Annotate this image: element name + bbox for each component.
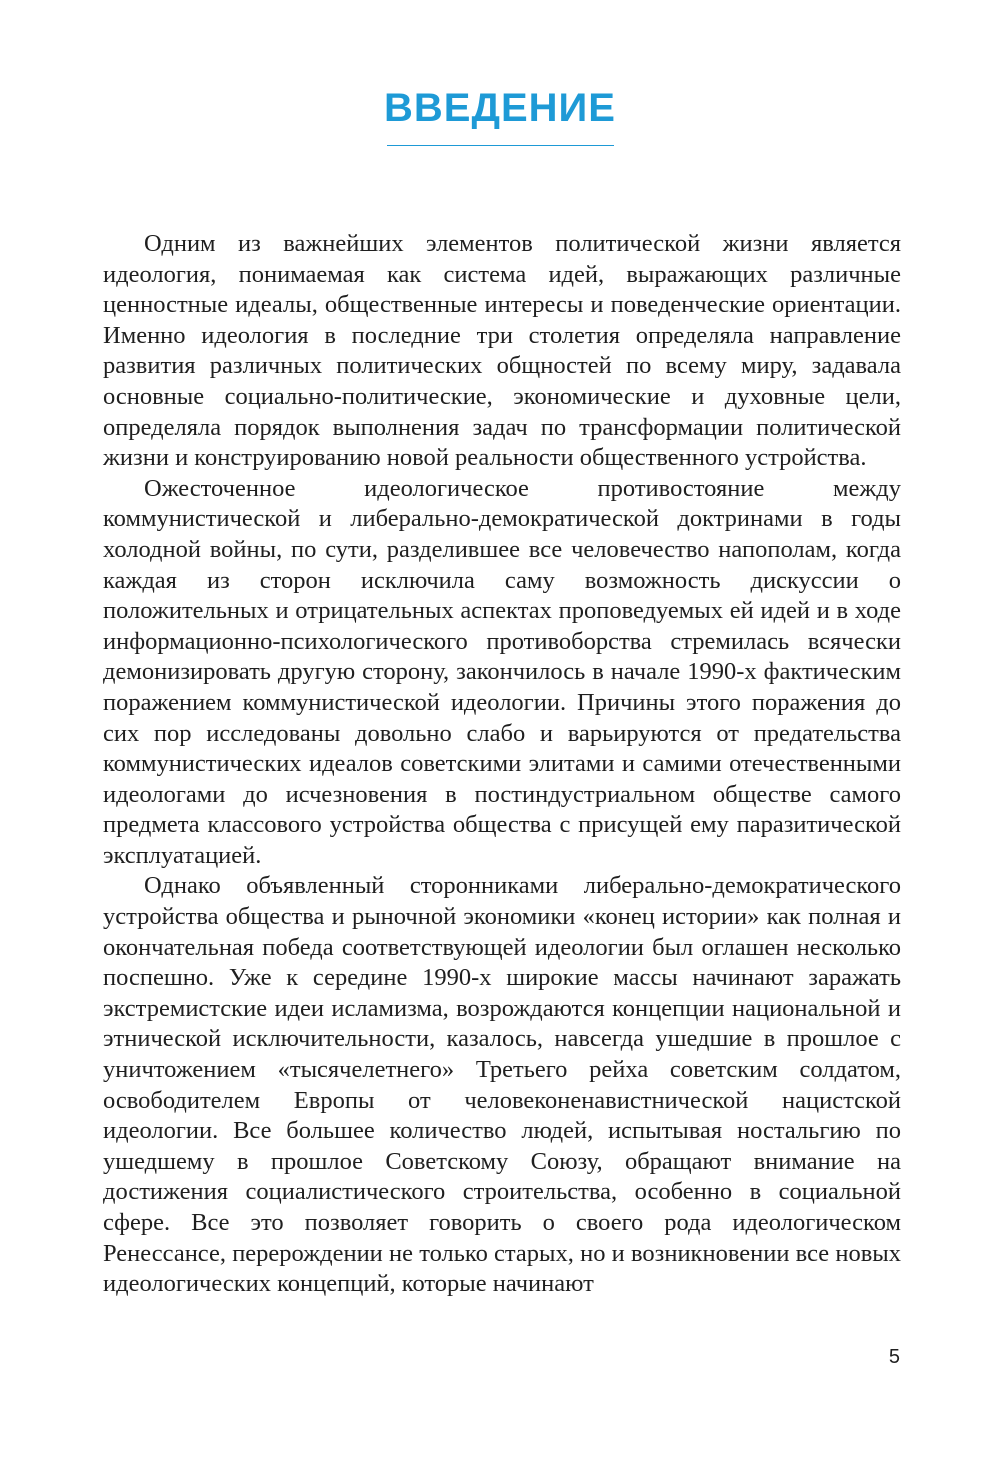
title-underline (387, 145, 614, 146)
body-text (103, 229, 901, 1300)
paragraph: Одним из важнейших элементов политической жизни является идеология, понимаемая как система идей, выражающих различные ценностные идеалы, общественные интересы и поведенческие ориентации. Именно идеология в последние три столетия определяла направление развития различных политических общностей по всему миру, задавала основные социально-политические, экономические и духовные цели, определяла порядок выполнения задач по трансформации политической жизни и конструированию новой реальности общественного устройства. (103, 230, 901, 472)
paragraph: Ожесточенное идеологическое противостояние между коммунистической и либерально-демократической доктринами в годы холодной войны, по сути, разделившее все человечество напополам, когда каждая из сторон исключила саму возможность дискуссии о положительных и отрицательных аспектах проповедуемых ей идей и в ходе информационно-психологического противоборства стремилась всячески демонизировать другую сторону, закончилось в начале 1990-х фактическим поражением коммунистической идеологии. Причины этого поражения до сих пор исследованы довольно слабо и варьируются от предательства коммунистических идеалов советскими элитами и самими отечественными идеологами до исчезновения в постиндустриальном обществе самого предмета классового устройства общества с присущей ему паразитической эксплуатацией. (103, 474, 901, 869)
paragraph: Однако объявленный сторонниками либерально-демократического устройства общества и рыночной экономики «конец истории» как полная и окончательная победа соответствующей идеологии был оглашен несколько поспешно. Уже к середине 1990-х широкие массы начинают заражать экстремистские идеи исламизма, возрождаются концепции национальной и этнической исключительности, казалось, навсегда ушедшие в прошлое с уничтожением «тысячелетнего» Третьего рейха советским солдатом, освободителем Европы от человеконенавистнической нацистской идеологии. Все большее количество людей, испытывая ностальгию по ушедшему в прошлое Советскому Союзу, обращают внимание на достижения социалистического строительства, особенно в социальной сфере. Все это позволяет говорить о своего рода идеологическом Ренессансе, перерождении не только старых, но и возникновении все новых идеологических концепций, которые начинают (103, 872, 901, 1298)
page-number: 5 (888, 1346, 900, 1368)
chapter-title: ВВЕДЕНИЕ (384, 86, 616, 130)
